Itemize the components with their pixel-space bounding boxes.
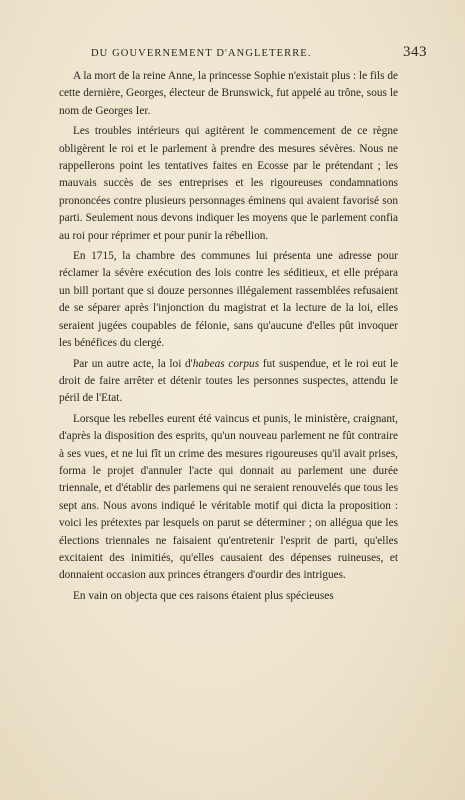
body-text xyxy=(59,68,398,608)
italic-term: habeas corpus xyxy=(192,357,260,370)
paragraph: En 1715, la chambre des communes lui présenta une adresse pour réclamer la sévère exécution des lois contre les séditieux, et elle prépara un bill portant que si douze personnes illégalement rassemblées refusaient de se séparer après l'injonction du magistrat et la lecture de la loi, elles seraient jugées coupables de félonie, sans qu'aucune d'elles pût invoquer les bénéfices du clergé. xyxy=(59,250,398,350)
paragraph: En vain on objecta que ces raisons étaient plus spécieuses xyxy=(73,589,334,602)
paragraph: Les troubles intérieurs qui agitèrent le commencement de ce règne obligèrent le roi et le parlement à prendre des mesures sévères. Nous ne rappellerons point les tentatives faites en Ecosse par le prétendant ; les mauvais succès de ses entreprises et les rigoureuses condamnations prononcées contre plusieurs personnages éminens qui avaient favorisé son parti. Seulement nous devons indiquer les moyens que le parlement confia au roi pour réprimer et pour punir la rébellion. xyxy=(59,125,398,242)
page-number: 343 xyxy=(403,44,427,60)
paragraph xyxy=(59,356,398,408)
running-head: DU GOUVERNEMENT D'ANGLETERRE. xyxy=(91,48,312,59)
paragraph-text: fut suspendue, et le roi eut le droit de faire arrêter et détenir toutes les personnes suspectes, attendu le péril de l'Etat. xyxy=(59,357,398,405)
page-header xyxy=(91,44,431,66)
paragraph: A la mort de la reine Anne, la princesse Sophie n'existait plus : le fils de cette dernière, Georges, électeur de Brunswick, fut appelé au trône, sous le nom de Georges Ier. xyxy=(59,70,398,117)
paragraph: Lorsque les rebelles eurent été vaincus et punis, le ministère, craignant, d'après la disposition des esprits, qu'un nouveau parlement ne fût contraire à ses vues, et ne lui fît un crime des mesures rigoureuses qu'il avait prises, forma le projet d'annuler l'acte qui donnait au parlement une durée triennale, et d'établir des parlemens qui ne seraient renouvelés que tous les sept ans. Nous avons indiqué le véritable motif qui dicta la proposition : voici les prétextes par lesquels on parut se déterminer ; on allégua que les élections triennales ne faisaient qu'entretenir l'esprit de parti, qu'elles excitaient des inimitiés, qu'elles causaient des dépenses ruineuses, et donnaient occasion aux princes étrangers d'ourdir des intrigues. xyxy=(59,412,398,582)
paragraph-text: Par un autre acte, la loi d' xyxy=(73,357,193,370)
